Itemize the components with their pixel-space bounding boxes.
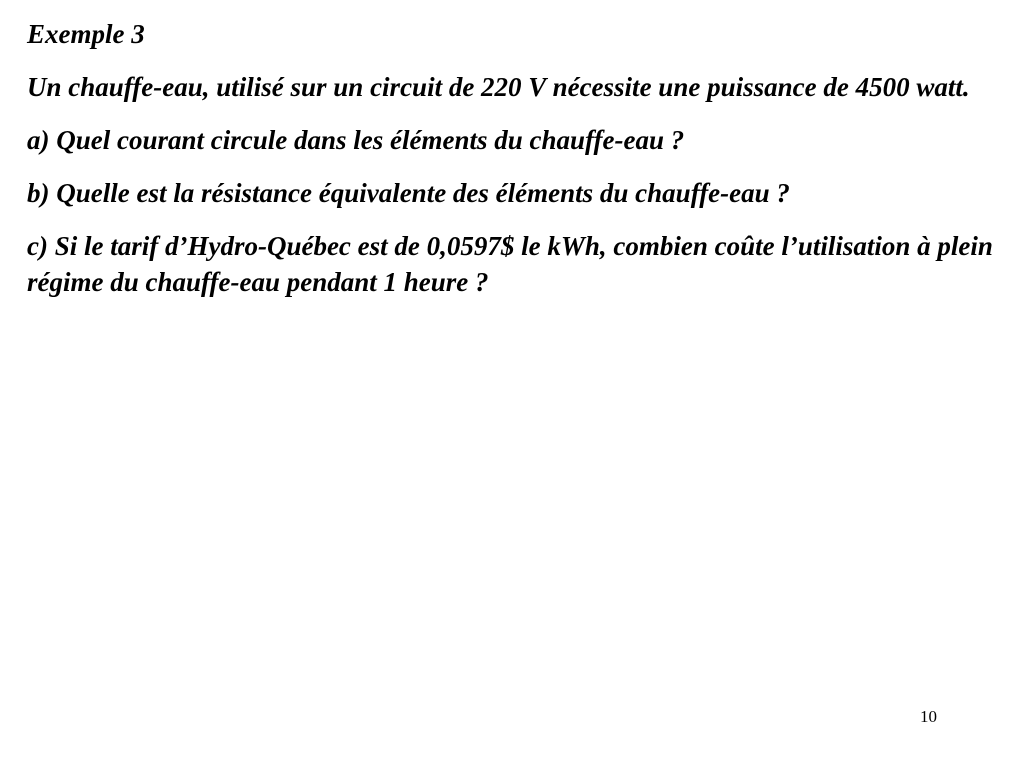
question-b: b) Quelle est la résistance équivalente des éléments du chauffe-eau ? <box>27 178 790 208</box>
slide-content <box>27 16 1002 317</box>
question-a: a) Quel courant circule dans les éléments du chauffe-eau ? <box>27 125 685 155</box>
slide-title: Exemple 3 <box>27 19 145 49</box>
slide-number: 10 <box>920 707 937 726</box>
problem-statement: Un chauffe-eau, utilisé sur un circuit de 220 V nécessite une puissance de 4500 watt. <box>27 72 970 102</box>
question-c: c) Si le tarif d’Hydro-Québec est de 0,0597$ le kWh, combien coûte l’utilisation à plein régime du chauffe-eau pendant 1 heure ? <box>27 231 993 297</box>
